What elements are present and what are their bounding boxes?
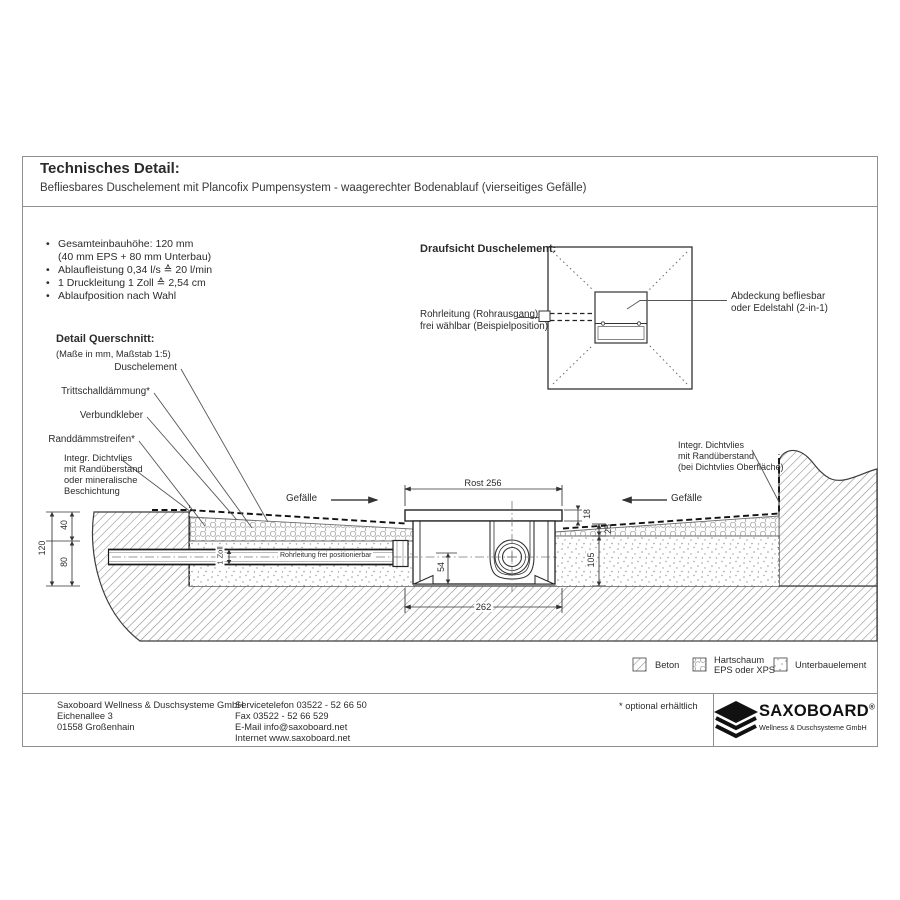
page-title: Technisches Detail: xyxy=(40,160,180,177)
cross-section-diagram xyxy=(46,369,877,641)
top-view-title: Draufsicht Duschelement: xyxy=(420,243,557,255)
callout-dichtvlies-right: Integr. Dichtvlies mit Randüberstand (bei Dichtvlies Oberfläche) xyxy=(678,440,784,472)
dim-pump-height: 54 xyxy=(436,562,446,572)
bullet-icon xyxy=(46,290,58,303)
spec-item: • Ablaufposition nach Wahl xyxy=(46,290,212,303)
cover-label: Abdeckung befliesbar xyxy=(731,291,826,302)
dim-unterbau-height: 80 xyxy=(59,557,69,567)
bullet-icon xyxy=(46,238,58,264)
spec-item: • 1 Druckleitung 1 Zoll ≙ 2,54 cm xyxy=(46,277,212,290)
beton-swatch-icon xyxy=(633,658,646,671)
saxoboard-logo-icon xyxy=(714,701,758,736)
logo-wordmark: SAXOBOARD® xyxy=(759,702,875,720)
callout-duschelement: Duschelement xyxy=(114,362,177,373)
logo-tagline: Wellness & Duschsysteme GmbH xyxy=(759,723,867,732)
dim-underlay-height: 105 xyxy=(586,552,596,568)
gefaelle-right-label: Gefälle xyxy=(671,493,703,504)
callout-verbundkleber: Verbundkleber xyxy=(79,410,143,421)
top-view-diagram xyxy=(518,247,727,389)
footer-optional-note: * optional erhältlich xyxy=(619,701,698,711)
callout-trittschalldaemmung: Trittschalldämmung* xyxy=(61,386,150,397)
legend-hartschaum-label: Hartschaum EPS oder XPS xyxy=(714,655,775,675)
callout-randdaemmstreifen: Randdämmstreifen* xyxy=(48,434,135,445)
dim-pipe-size: 1 Zoll xyxy=(215,546,225,565)
dim-rost: Rost 256 xyxy=(464,478,502,488)
bullet-icon xyxy=(46,264,58,277)
pipe-position-label: Rohrleitung frei positionierbar xyxy=(280,552,372,559)
gefaelle-left-label: Gefälle xyxy=(286,493,318,504)
cross-section-title: Detail Querschnitt: xyxy=(56,333,155,345)
legend-beton-label: Beton xyxy=(655,660,680,670)
spec-item: • Ablaufleistung 0,34 l/s ≙ 20 l/min xyxy=(46,264,212,277)
pipe-outlet-label: Rohrleitung (Rohrausgang) xyxy=(420,309,539,320)
footer-company-address: Saxoboard Wellness & Duschsysteme GmbH Eichenallee 3 01558 Großenhain xyxy=(57,700,244,732)
dim-foam-thickness: 25 xyxy=(603,524,613,534)
page-subtitle: Befliesbares Duschelement mit Plancofix Pumpensystem - waagerechter Bodenablauf (vierseitiges Gefälle) xyxy=(40,182,587,194)
callout-dichtvlies-left: Integr. Dichtvlies mit Randüberstand oder mineralische Beschichtung xyxy=(64,453,143,496)
spec-list xyxy=(46,238,212,303)
dim-eps-height: 40 xyxy=(59,520,69,530)
cover-label: oder Edelstahl (2-in-1) xyxy=(731,303,828,314)
dim-box-width: 262 xyxy=(475,602,492,612)
dim-lid-height: 18 xyxy=(582,509,592,519)
footer-contact-info: Servicetelefon 03522 - 52 66 50 Fax 03522 - 52 66 529 E-Mail info@saxoboard.net Internet www.saxoboard.net xyxy=(235,700,367,743)
dim-total-height: 120 xyxy=(37,540,47,556)
pipe-outlet-label: frei wählbar (Beispielposition) xyxy=(420,321,548,332)
bullet-icon xyxy=(46,277,58,290)
unterbau-swatch-icon xyxy=(774,658,787,671)
cross-section-scale: (Maße in mm, Maßstab 1:5) xyxy=(56,349,171,359)
spec-item: • Gesamteinbauhöhe: 120 mm (40 mm EPS + 80 mm Unterbau) xyxy=(46,238,212,264)
hartschaum-swatch-icon xyxy=(693,658,706,671)
legend-unterbau-label: Unterbauelement xyxy=(795,660,867,670)
